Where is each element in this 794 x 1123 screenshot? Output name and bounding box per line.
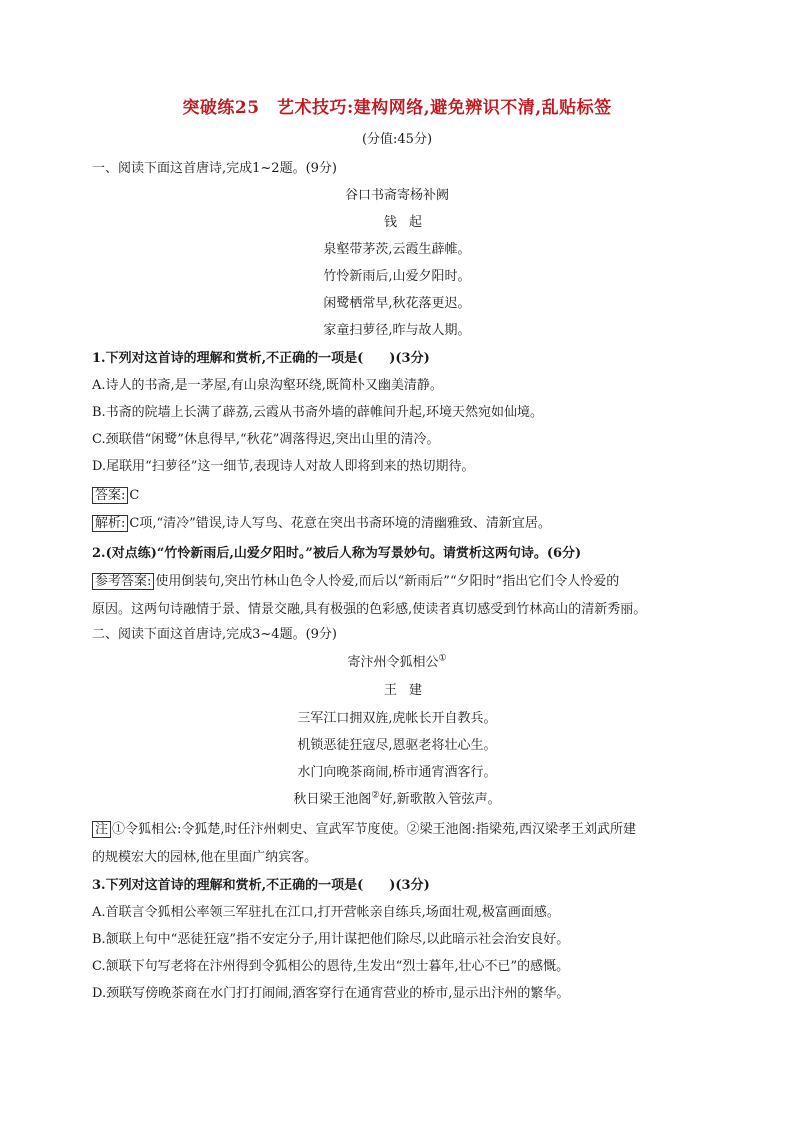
question-1-analysis (92, 515, 551, 533)
footnote-marker: ② (371, 790, 380, 801)
poem-2-line: 三军江口拥双旌,虎帐长开自教兵。 (297, 711, 497, 726)
note-text: ①令狐相公:令狐楚,时任汴州刺史、宣武军节度使。②梁王池阁:指梁苑,西汉梁孝王刘武所建 (112, 822, 637, 837)
score-note: (分值:45分) (361, 132, 433, 147)
question-1-option-a: A.诗人的书斋,是一茅屋,有山泉沟壑环绕,既简朴又幽美清静。 (92, 378, 443, 393)
poem-2-line: 水门向晚茶商闹,桥市通宵酒客行。 (297, 765, 497, 780)
poem-1-line: 闲鹭栖常早,秋花落更迟。 (323, 296, 471, 311)
poem-1-author: 钱起 (383, 215, 434, 230)
question-1-option-d: D.尾联用“扫萝径”这一细节,表现诗人对故人即将到来的热切期待。 (92, 459, 475, 474)
poem-2-line-part: 好,新歌散入管弦声。 (379, 792, 501, 807)
footnote (92, 821, 636, 839)
answer-tag: 答案: (92, 487, 128, 504)
poem-2-line-part: 秋日梁王池阁 (293, 792, 372, 807)
question-3-option-a: A.首联言令狐相公率领三军驻扎在江口,打开营帐亲自练兵,场面壮观,极富画面感。 (92, 905, 560, 920)
question-1-stem: 1.下列对这首诗的理解和赏析,不正确的一项是( )(3分) (92, 351, 430, 366)
question-1-option-b: B.书斋的院墙上长满了薜荔,云霞从书斋外墙的薜帷间升起,环境天然宛如仙境。 (92, 405, 543, 420)
question-1-option-c: C.颈联借“闲鹭”休息得早,“秋花”凋落得迟,突出山里的清冷。 (92, 432, 440, 447)
footnote-cont: 的规模宏大的园林,他在里面广纳宾客。 (92, 850, 318, 865)
question-3-option-b: B.颔联上句中“恶徒狂寇”指不安定分子,用计谋把他们除尽,以此暗示社会治安良好。 (92, 932, 570, 947)
answer-text: C (129, 488, 140, 503)
poem-2-line: 机锁恶徒狂寇尽,恩驱老将壮心生。 (297, 738, 497, 753)
question-1-answer (92, 487, 139, 505)
question-3-option-c: C.颔联下句写老将在汴州得到令狐相公的恩待,生发出“烈士暮年,壮心不已”的感慨。 (92, 959, 570, 974)
poem-1-line: 竹怜新雨后,山爱夕阳时。 (323, 269, 471, 284)
poem-2-title-text: 寄汴州令狐相公 (347, 655, 439, 670)
analysis-text: C项,“清冷”错误,诗人写鸟、花意在突出书斋环境的清幽雅致、清新宜居。 (129, 516, 551, 531)
poem-1-title: 谷口书斋寄杨补阙 (344, 188, 449, 203)
reference-tag: 参考答案: (92, 573, 154, 590)
question-2-reference-cont: 原因。这两句诗融情于景、情景交融,具有极强的色彩感,使读者真切感受到竹林高山的清新秀丽。 (92, 602, 647, 617)
section-2-heading: 二、阅读下面这首唐诗,完成3~4题。(9分) (92, 627, 337, 642)
section-1-heading: 一、阅读下面这首唐诗,完成1~2题。(9分) (92, 161, 337, 176)
poem-2-line (0, 791, 794, 809)
question-2-stem: 2.(对点练)“竹怜新雨后,山爱夕阳时。”被后人称为写景妙句。请赏析这两句诗。(6分) (92, 546, 582, 561)
analysis-tag: 解析: (92, 515, 128, 532)
poem-1-line: 泉壑带茅茨,云霞生薜帷。 (323, 242, 471, 257)
poem-2-author: 王建 (383, 683, 434, 698)
question-3-stem: 3.下列对这首诗的理解和赏析,不正确的一项是( )(3分) (92, 878, 430, 893)
page-title: 突破练25 艺术技巧:建构网络,避免辨识不清,乱贴标签 (182, 98, 612, 118)
question-3-option-d: D.颈联写傍晚茶商在水门打打闹闹,酒客穿行在通宵营业的桥市,显示出汴州的繁华。 (92, 986, 570, 1001)
poem-1-line: 家童扫萝径,昨与故人期。 (323, 323, 471, 338)
question-2-reference (92, 573, 619, 591)
reference-text: 使用倒装句,突出竹林山色令人怜爱,而后以“新雨后”“夕阳时”指出它们令人怜爱的 (155, 574, 620, 589)
poem-2-title (0, 654, 794, 672)
note-tag: 注 (92, 821, 111, 838)
footnote-marker: ① (438, 653, 447, 664)
